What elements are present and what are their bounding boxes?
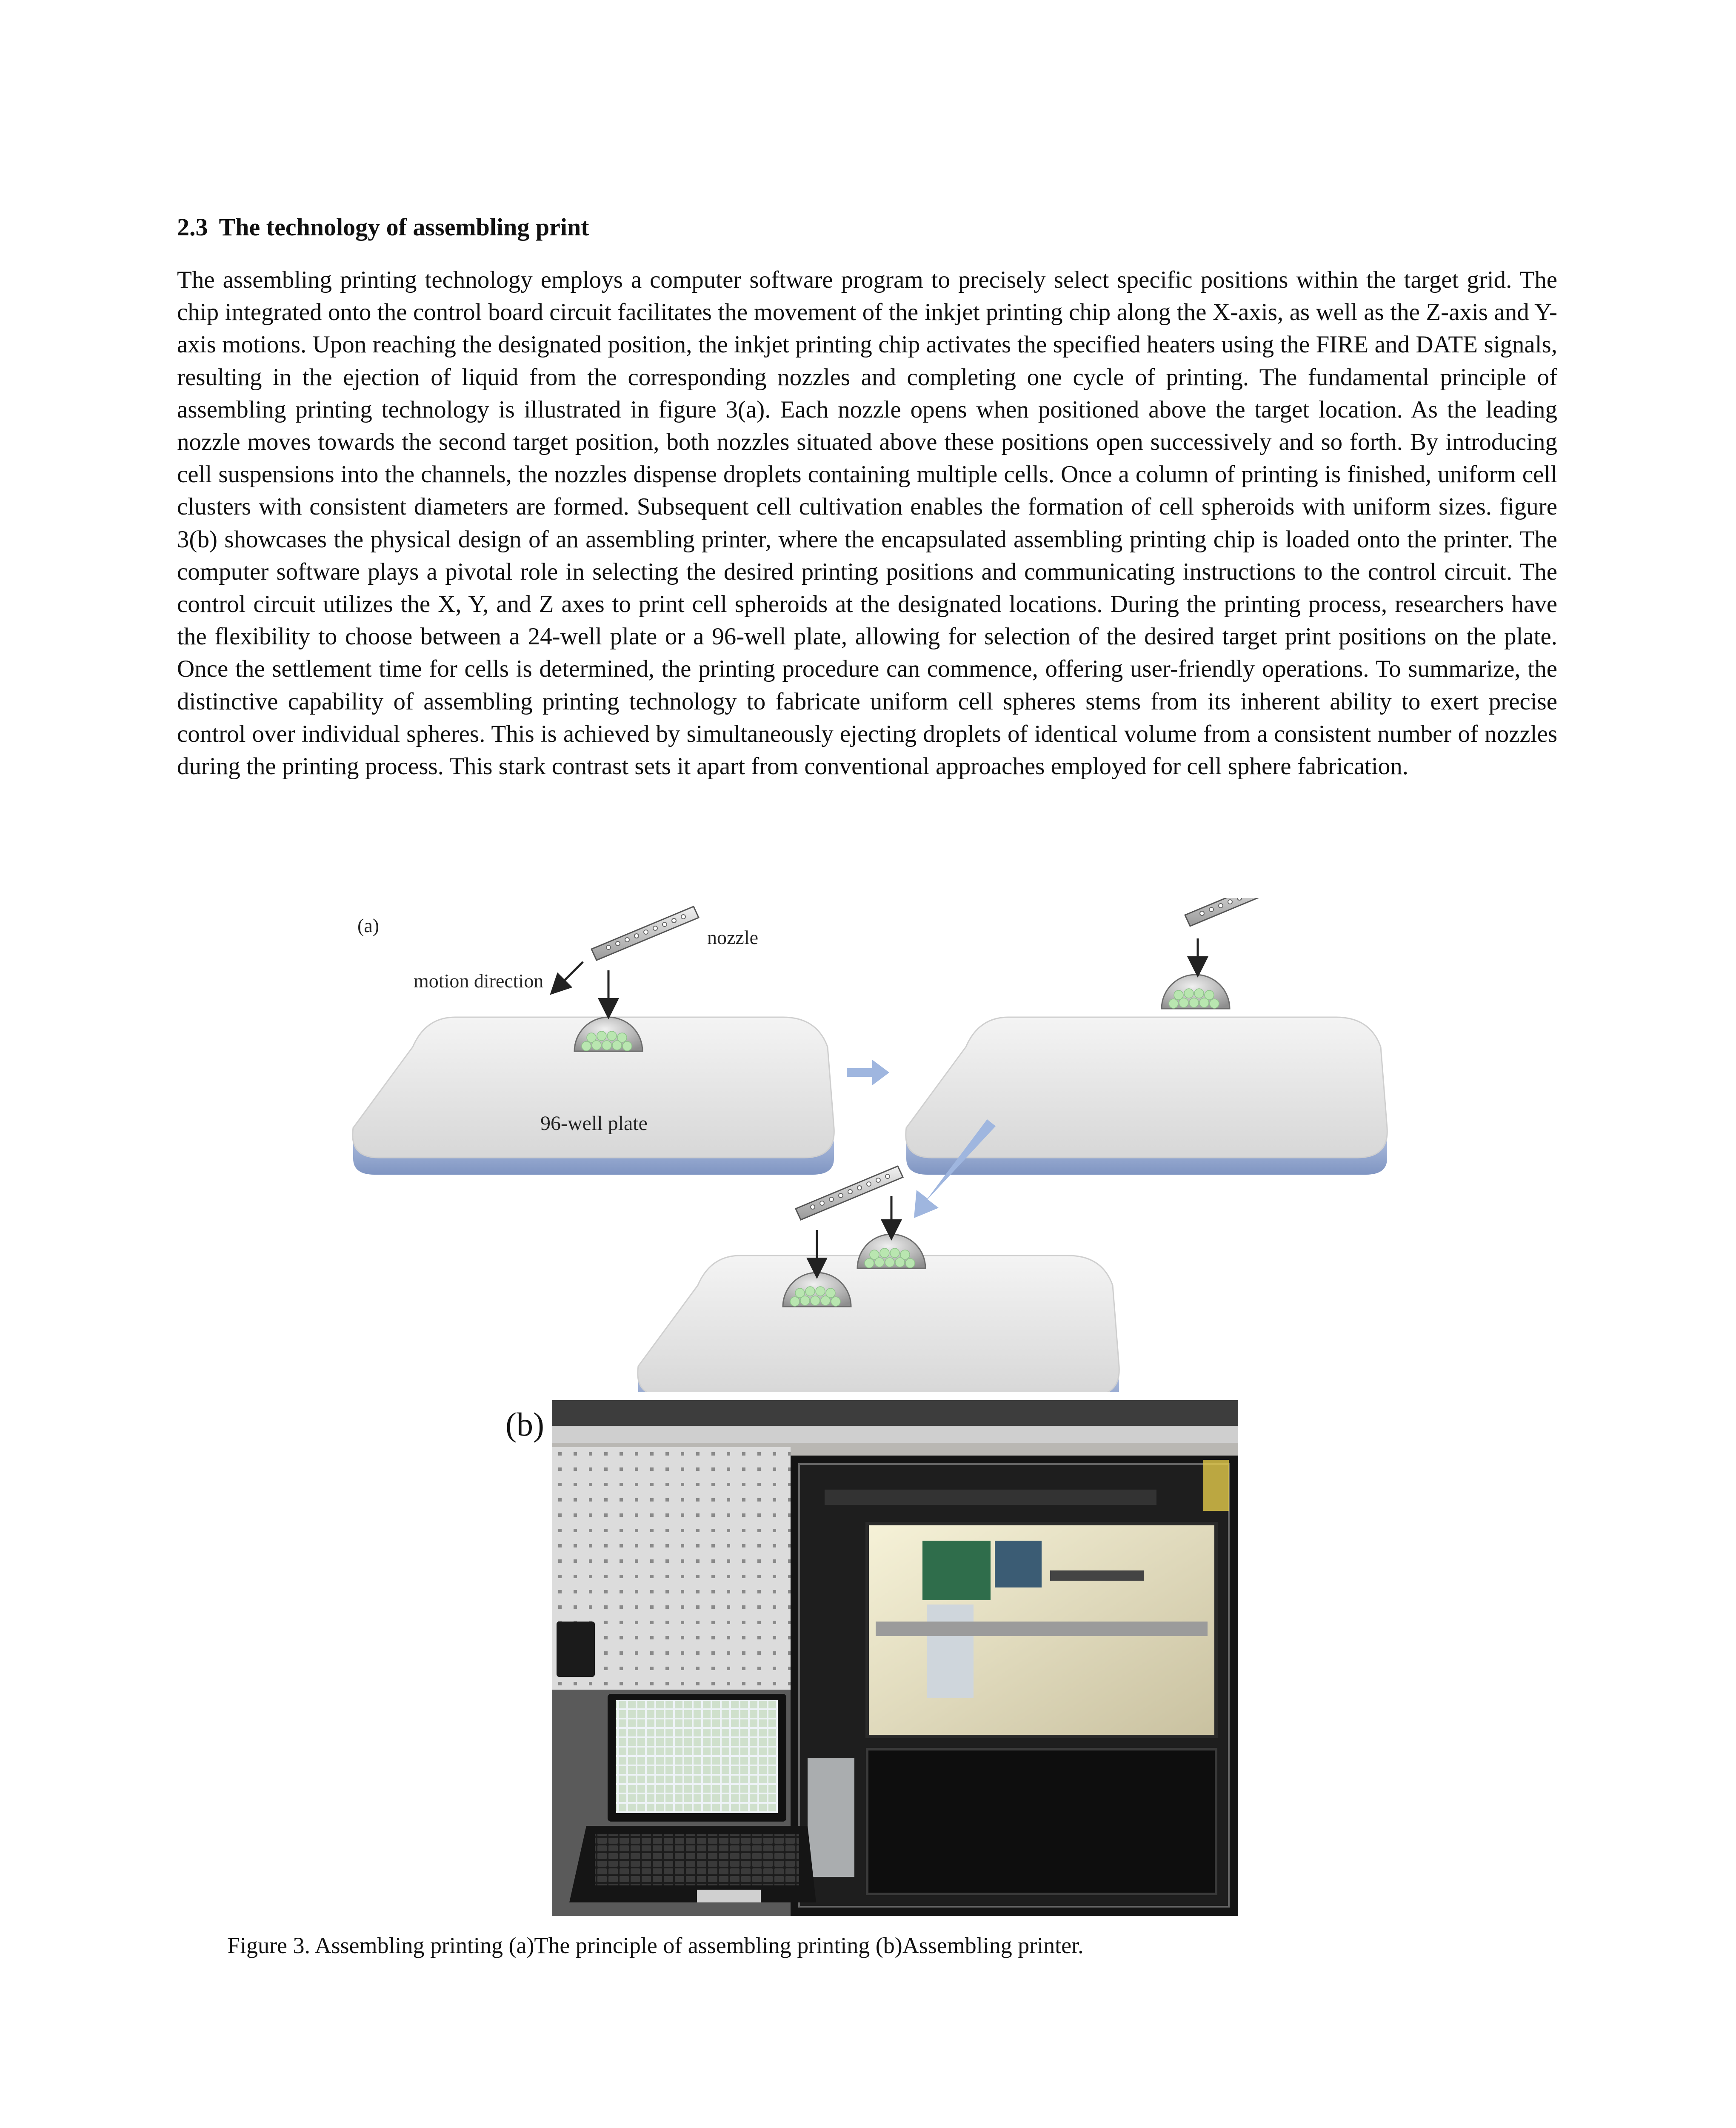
panel-a-label: (a) [357, 915, 380, 936]
section-number: 2.3 [177, 213, 208, 241]
plate-label: 96-well plate [540, 1112, 648, 1135]
nozzle-array-1 [591, 907, 699, 960]
section-title: The technology of assembling print [219, 213, 589, 241]
well-plate-3 [638, 1256, 1119, 1392]
cell-droplet-2 [1162, 975, 1230, 1009]
nozzle-array-2 [1185, 898, 1292, 926]
assembling-printer-photo [552, 1400, 1238, 1916]
body-paragraph: The assembling printing technology employs a computer software program to precisely select specific positions within the target grid. The chip integrated onto the control board circuit facilitates the movement of the inkjet printing chip along the X-axis, as well as the Z-axis and Y-axis motions. Upon reaching the designated position, the inkjet printing chip activates the specified heaters using the FIRE and DATE signals, resulting in the ejection of liquid from the corresponding nozzles and completing one cycle of printing. The fundamental principle of assembling printing technology is illustrated in figure 3(a). Each nozzle opens when positioned above the target location. As the leading nozzle moves towards the second target position, both nozzles situated above these positions open successively and so forth. By introducing cell suspensions into the channels, the nozzles dispense droplets containing multiple cells. Once a column of printing is finished, uniform cell clusters with consistent diameters are formed. Subsequent cell cultivation enables the formation of cell spheroids with uniform sizes. figure 3(b) showcases the physical design of an assembling printer, where the encapsulated assembling printing chip is loaded onto the printer. The computer software plays a pivotal role in selecting the desired printing positions and communicating instructions to the control circuit. The control circuit utilizes the X, Y, and Z axes to print cell spheroids at the designated locations. During the printing process, researchers have the flexibility to choose between a 24-well plate or a 96-well plate, allowing for selection of the desired target print positions on the plate. Once the settlement time for cells is determined, the printing procedure can commence, offering user-friendly operations. To summarize, the distinctive capability of assembling printing technology to fabricate uniform cell spheres stems from its inherent ability to exert precise control over individual spheres. This is achieved by simultaneously ejecting droplets of identical volume from a consistent number of nozzles during the printing process. This stark contrast sets it apart from conventional approaches employed for cell sphere fabrication. [177, 266, 1557, 780]
nozzle-label: nozzle [707, 927, 759, 948]
panel-b-label: (b) [505, 1406, 544, 1443]
figure-3a-diagram [323, 898, 1413, 1392]
motion-direction-label: motion direction [414, 970, 544, 992]
cell-droplet-3b [857, 1234, 925, 1268]
section-heading [177, 213, 589, 241]
process-arrow-right [847, 1060, 889, 1085]
well-plate-2 [906, 1017, 1388, 1175]
figure-caption: Figure 3. Assembling printing (a)The principle of assembling printing (b)Assembling printer. [227, 1933, 1084, 1958]
